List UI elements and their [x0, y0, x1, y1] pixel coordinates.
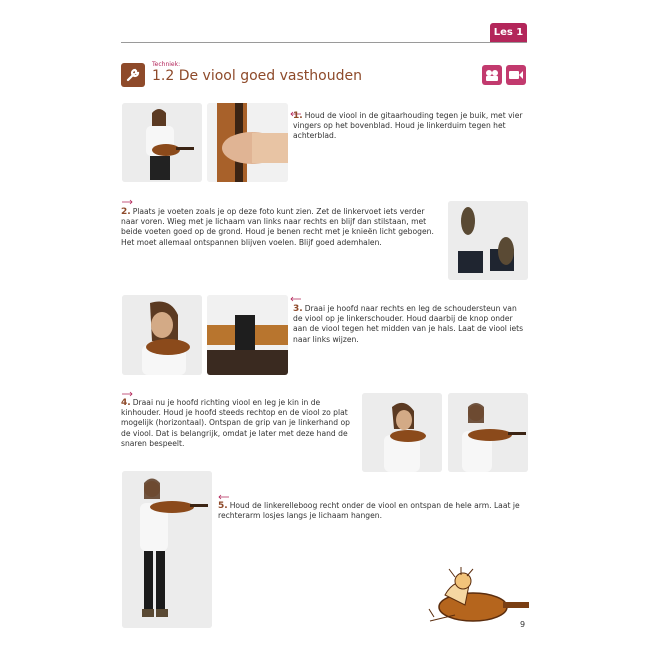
section-label: Techniek: [152, 61, 181, 68]
lesson-badge: Les 1 [490, 23, 527, 42]
page-number: 9 [520, 620, 526, 629]
header-rule [121, 42, 527, 43]
video-icon[interactable] [506, 65, 526, 85]
audio-icon[interactable] [482, 65, 502, 85]
cartoon-violin-illustration [425, 565, 535, 630]
photo-feet [448, 201, 528, 280]
step-2-text: 2. Plaats je voeten zoals je op deze foto kunt zien. Zet de linkervoet iets verder naar voren. Wieg met je lichaam van links naar rechts en blijf dan stilstaan, met beide voeten goed op de grond. Houd je benen recht met je knieën licht gebogen. Het moet allemaal ontspannen blijven voelen. Blijf goed ademhalen. [121, 207, 434, 247]
photo-chin-on-violin-side [362, 393, 442, 472]
photo-shoulder-rest [122, 295, 202, 375]
page-title: 1.2 De viool goed vasthouden [152, 68, 362, 84]
photo-thumb-back [207, 103, 288, 182]
arrow-icon [121, 391, 133, 397]
step-3-text: 3. Draai je hoofd naar rechts en leg de schoudersteun van de viool op je linkerschouder. Houd daarbij de knop onder aan de viool tegen het midden van je hals. Laat de viool iets naar links wijzen. [293, 304, 524, 344]
photo-full-posture [122, 471, 212, 628]
arrow-icon [218, 494, 230, 500]
step-1-text: 1. Houd de viool in de gitaarhouding tegen je buik, met vier vingers op het bovenblad. Houd je linkerduim tegen het achterblad. [293, 111, 523, 141]
arrow-icon [121, 199, 133, 205]
arrow-icon [290, 296, 302, 302]
photo-guitar-position [122, 103, 202, 182]
step-5-text: 5. Houd de linkerelleboog recht onder de viool en ontspan de hele arm. Laat je rechterarm losjes langs je lichaam hangen. [218, 501, 520, 521]
wrench-icon [121, 63, 145, 87]
photo-chin-rest-detail [207, 295, 288, 375]
step-4-text: 4. Draai nu je hoofd richting viool en leg je kin in de kinhouder. Houd je hoofd steeds rechtop en de viool zo plat mogelijk (horizontaal). Ontspan de grip van je linkerhand op de viool. Dat is belangrijk, omdat je later met deze hand de snaren bespeelt. [121, 398, 350, 448]
photo-chin-on-violin-front [448, 393, 528, 472]
